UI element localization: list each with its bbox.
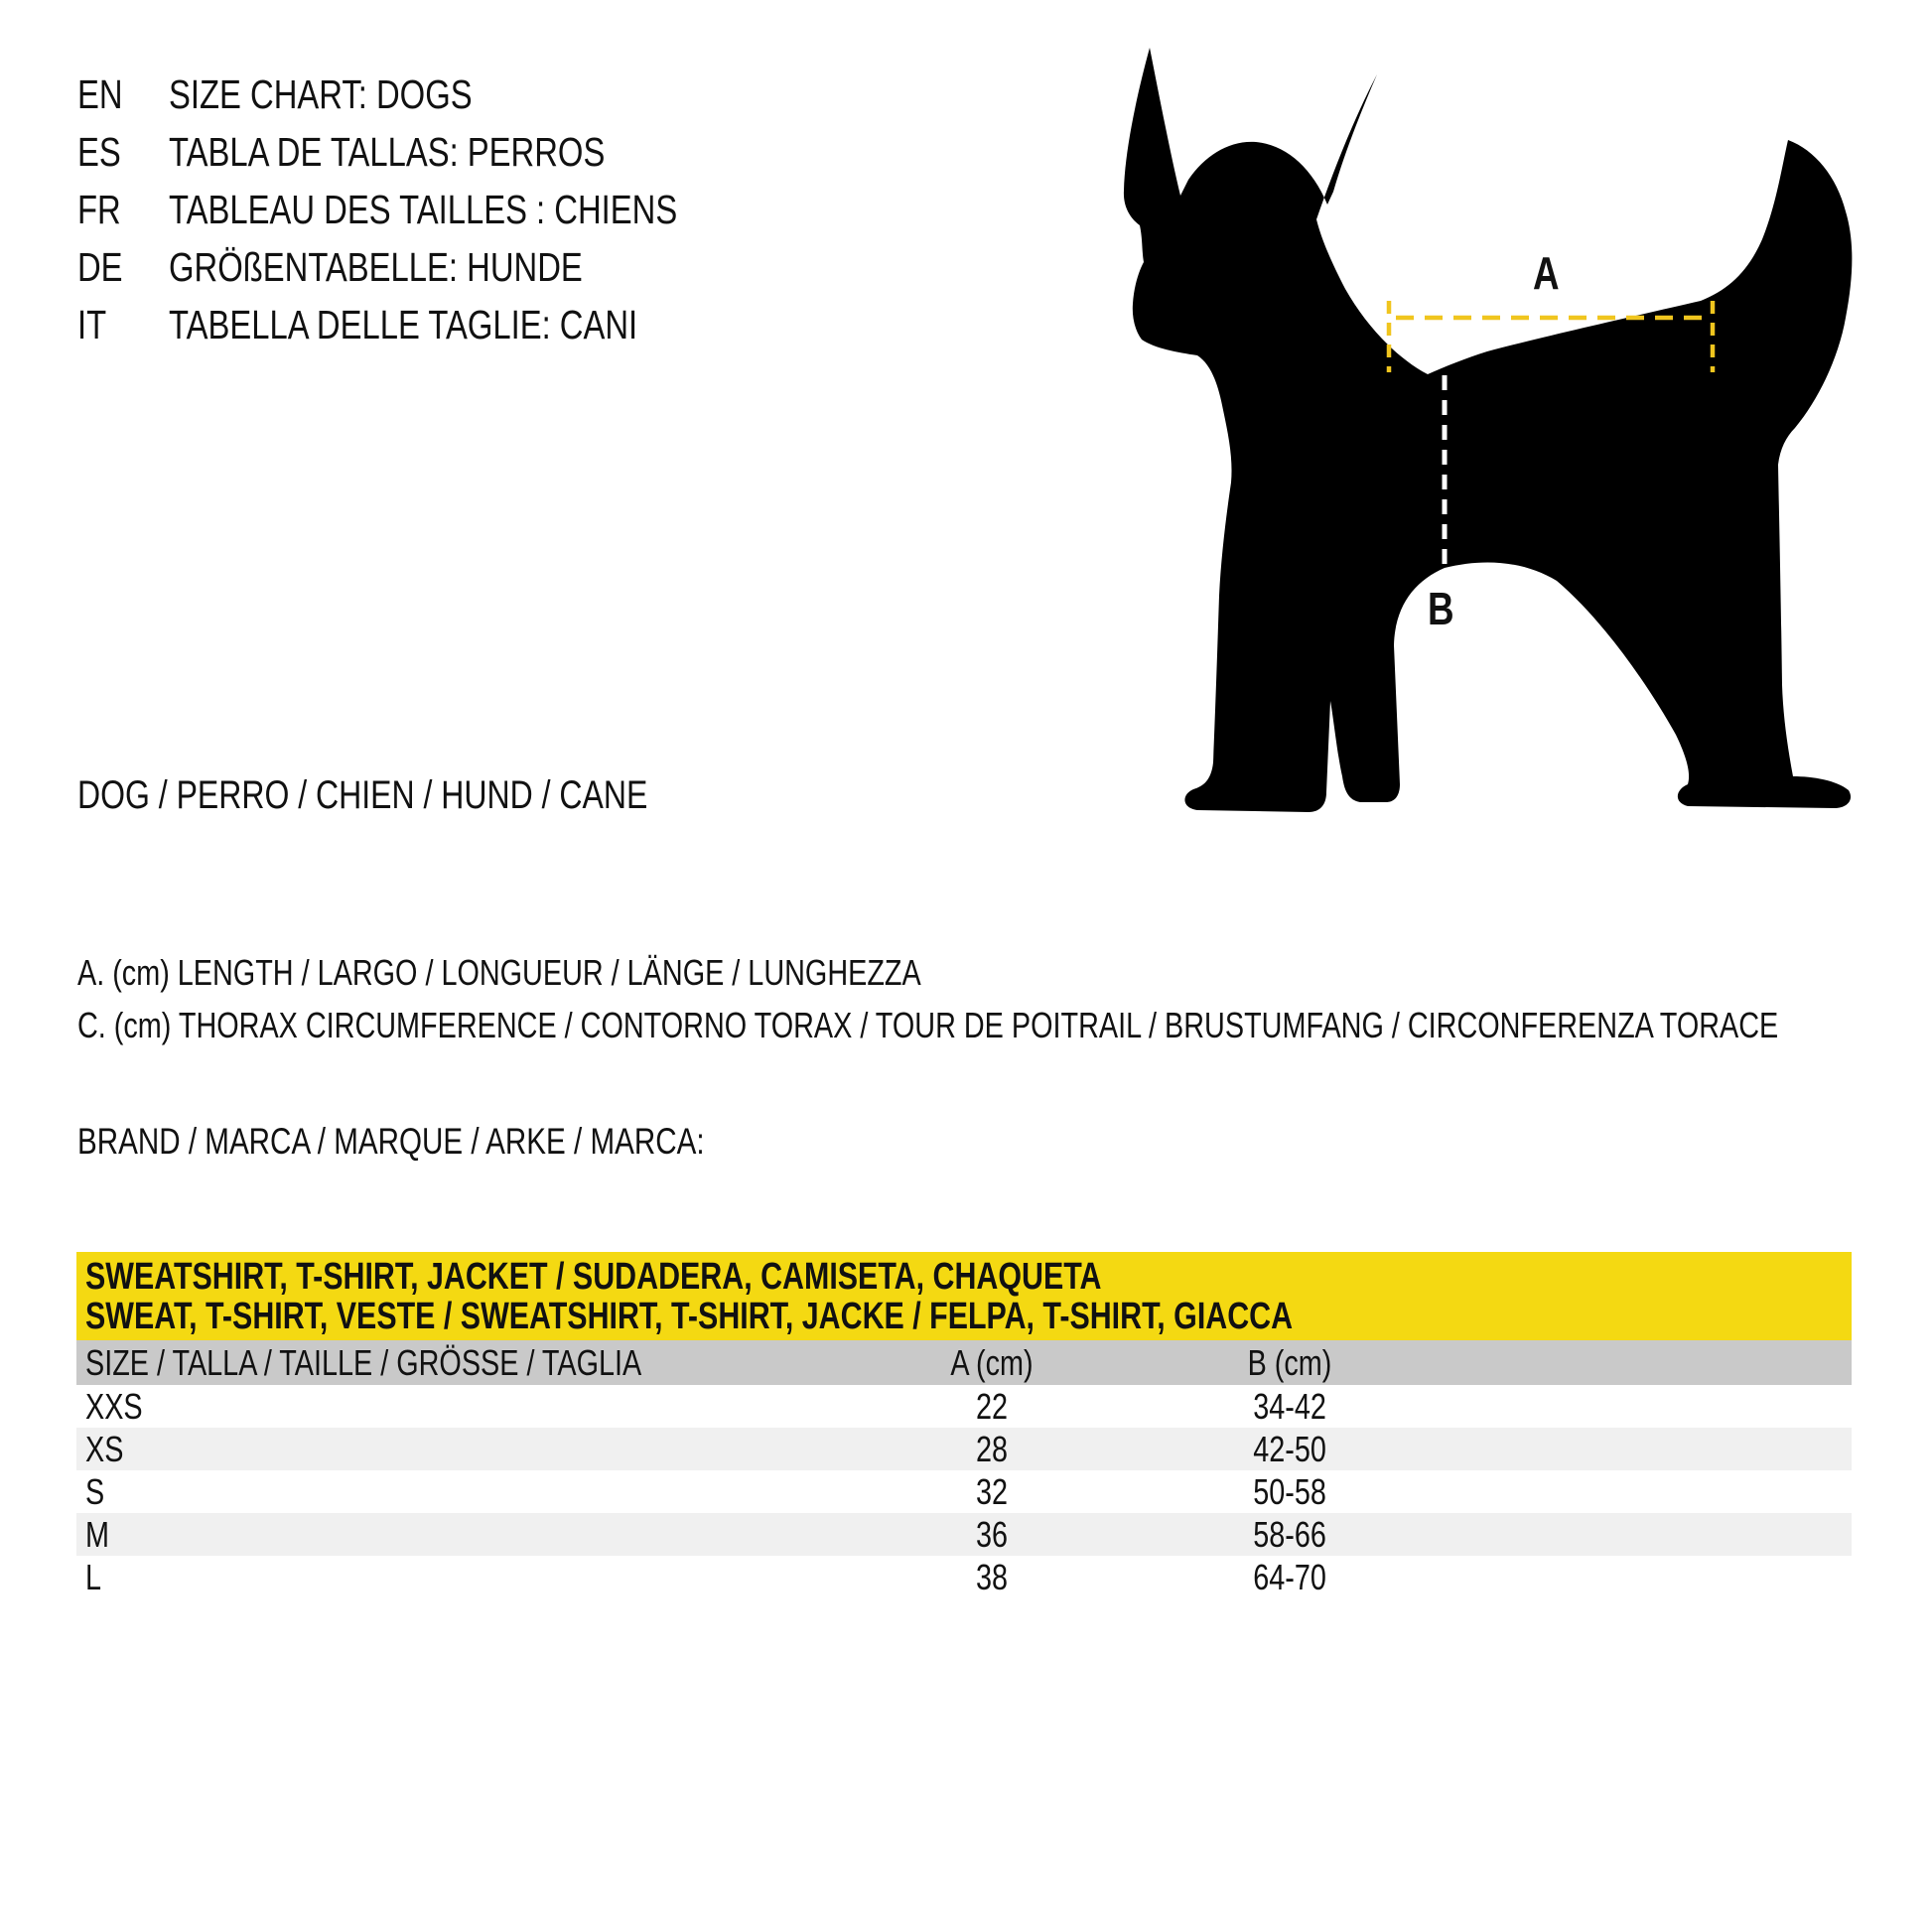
col-header-size: SIZE / TALLA / TAILLE / GRÖSSE / TAGLIA xyxy=(85,1341,642,1383)
size-table xyxy=(76,1252,1852,1598)
garment-banner xyxy=(76,1252,1852,1340)
cell-size: S xyxy=(85,1470,105,1512)
cell-a: 28 xyxy=(975,1428,1009,1469)
brand-line: BRAND / MARCA / MARQUE / ARKE / MARCA: xyxy=(77,1121,705,1162)
cell-a: 38 xyxy=(975,1556,1009,1597)
cell-b: 42-50 xyxy=(1253,1428,1326,1469)
lang-code: FR xyxy=(77,187,121,232)
table-row xyxy=(76,1385,1852,1428)
title-text: GRÖßENTABELLE: HUNDE xyxy=(169,244,583,290)
cell-b: 50-58 xyxy=(1253,1470,1326,1512)
col-header-b: B (cm) xyxy=(1247,1341,1332,1383)
cell-size: XS xyxy=(85,1428,124,1469)
table-header-row xyxy=(76,1340,1852,1385)
table-row xyxy=(76,1556,1852,1598)
title-text: TABLEAU DES TAILLES : CHIENS xyxy=(169,187,678,232)
title-text: TABLA DE TALLAS: PERROS xyxy=(169,129,606,175)
title-text: TABELLA DELLE TAGLIE: CANI xyxy=(169,302,638,347)
garment-banner-line2: SWEAT, T-SHIRT, VESTE / SWEATSHIRT, T-SHIRT, JACKE / FELPA, T-SHIRT, GIACCA xyxy=(85,1295,1294,1337)
cell-a: 32 xyxy=(975,1470,1009,1512)
title-text: SIZE CHART: DOGS xyxy=(169,71,473,117)
lang-code: DE xyxy=(77,244,123,290)
cell-b: 58-66 xyxy=(1253,1513,1326,1555)
cell-a: 36 xyxy=(975,1513,1009,1555)
cell-b: 34-42 xyxy=(1253,1385,1326,1427)
cell-size: XXS xyxy=(85,1385,143,1427)
table-row xyxy=(76,1470,1852,1513)
dog-silhouette-icon xyxy=(1124,48,1852,812)
measure-a-label: A xyxy=(1533,247,1560,299)
measure-b-label: B xyxy=(1428,583,1454,634)
legend-line-a: A. (cm) LENGTH / LARGO / LONGUEUR / LÄNGE / LUNGHEZZA xyxy=(77,952,921,993)
cell-a: 22 xyxy=(975,1385,1009,1427)
cell-size: L xyxy=(85,1556,102,1597)
garment-banner-line1: SWEATSHIRT, T-SHIRT, JACKET / SUDADERA, CAMISETA, CHAQUETA xyxy=(85,1255,1102,1298)
lang-code: EN xyxy=(77,71,123,117)
table-row xyxy=(76,1428,1852,1470)
lang-code: ES xyxy=(77,129,121,175)
table-row xyxy=(76,1513,1852,1556)
legend-line-c: C. (cm) THORAX CIRCUMFERENCE / CONTORNO TORAX / TOUR DE POITRAIL / BRUSTUMFANG / CIRCONFERENZA TORACE xyxy=(77,1005,1779,1045)
lang-code: IT xyxy=(77,302,107,347)
cell-size: M xyxy=(85,1513,109,1555)
cell-b: 64-70 xyxy=(1253,1556,1326,1597)
col-header-a: A (cm) xyxy=(950,1341,1034,1383)
animal-caption: DOG / PERRO / CHIEN / HUND / CANE xyxy=(77,773,648,817)
